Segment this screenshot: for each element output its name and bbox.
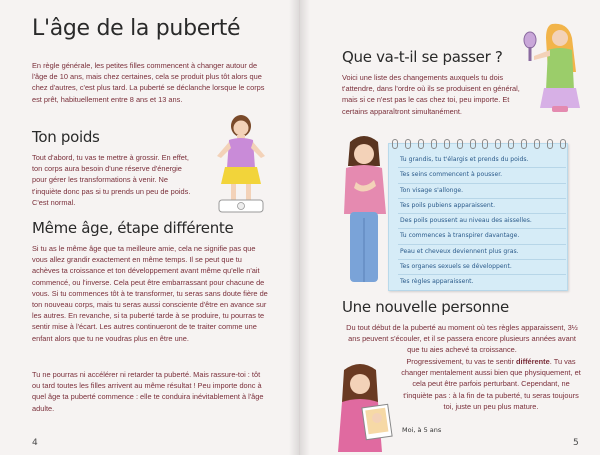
section-title-same-age: Même âge, étape différente: [32, 219, 234, 237]
gutter-shadow: [300, 0, 310, 455]
emphasis-text: différente: [516, 357, 550, 366]
spiral-ring: [405, 139, 411, 149]
section-title-weight: Ton poids: [32, 128, 100, 146]
list-item: Tu grandis, tu t'élargis et prends du poids.: [398, 153, 566, 168]
spiral-ring: [547, 139, 553, 149]
spiral-ring: [418, 139, 424, 149]
spiral-ring: [431, 139, 437, 149]
girl-with-photo-illustration: [334, 362, 396, 452]
page-number-left: 4: [32, 438, 38, 448]
spiral-ring: [534, 139, 540, 149]
page-number-right: 5: [573, 438, 579, 448]
list-item: Tu commences à transpirer davantage.: [398, 229, 566, 244]
new-person-paragraph-2: [398, 356, 584, 412]
same-age-paragraph: Si tu as le même âge que ta meilleure amie, cela ne signifie pas que vous allez grandir exactement en même temps. Il se peut que tu achèves ta croissance et ton développement avant même qu'elle n'ait commencé, ou l'inverse. Cela peut être embarrassant pour chacune de vous. Si tu commences tôt à te transformer, tu seras sans doute fière de ton nouveau corps, mais tu seras aussi consciente d'être en avance sur les autres. En revanche, si ta puberté tarde à se produire, tu pourras te sentir mise à l'écart. Les autres continueront de te traiter comme une enfant alors que tu ne voudras plus en être une.: [32, 244, 268, 343]
paragraph-text: . Tu vas changer mentalement aussi bien que physiquement, et cela peut être parfois perturbant. Cependant, ne t'inquiète pas : à la fin de ta puberté, tu seras toujours toi, juste un peu plus mature.: [401, 357, 581, 411]
spiral-ring: [482, 139, 488, 149]
section-title-new-person: Une nouvelle personne: [342, 298, 509, 316]
list-item: Tes poils pubiens apparaissent.: [398, 199, 566, 214]
intro-paragraph: En règle générale, les petites filles commencent à changer autour de l'âge de 10 ans, mais chez certaines, cela se produit plus tôt alors que chez d'autres, c'est plus tard. La puberté se déclanche lorsque le corps est prêt, habituellement entre 8 ans et 13 ans.: [32, 61, 265, 104]
what-happens-paragraph: Voici une liste des changements auxquels tu dois t'attendre, dans l'ordre où ils se produisent en général, mais si ce n'est pas le cas chez toi, peu importe. Et certains apparaîtront simultanément.: [342, 73, 520, 116]
spiral-ring: [470, 139, 476, 149]
same-age-paragraph-2: Tu ne pourras ni accélérer ni retarder ta puberté. Mais rassure-toi : tôt ou tard toutes les filles arrivent au même résultat ! Peu importe donc à quel âge ta puberté commence : elle te conduira inévitablement à l'âge adulte.: [32, 370, 264, 413]
list-item: Tes organes sexuels se développent.: [398, 260, 566, 275]
list-item: Ton visage s'allonge.: [398, 184, 566, 199]
list-item: Tes seins commencent à pousser.: [398, 168, 566, 183]
photo-caption: Moi, à 5 ans: [402, 426, 442, 434]
new-person-paragraph: Du tout début de la puberté au moment où tes règles apparaissent, 3½ ans peuvent s'écouler, et il se passera encore plusieurs années avant que tu aies achevé ta croissance.: [346, 323, 578, 355]
weight-paragraph: Tout d'abord, tu vas te mettre à grossir. En effet, ton corps aura besoin d'une réserve d'énergie pour gérer les transformations à venir. Ne t'inquiète donc pas si tu prends un peu de poids. C'est normal.: [32, 153, 191, 207]
paragraph-text: Progressivement, tu vas te sentir: [406, 357, 517, 366]
spiral-ring: [495, 139, 501, 149]
gutter-shadow: [289, 0, 299, 455]
list-item: Des poils poussent au niveau des aisselles.: [398, 214, 566, 229]
spiral-ring: [521, 139, 527, 149]
girl-with-mirror-illustration: [522, 20, 586, 116]
spiral-ring: [444, 139, 450, 149]
list-item: Tes règles apparaissent.: [398, 275, 566, 290]
right-page: [300, 0, 600, 455]
spiral-ring: [508, 139, 514, 149]
girl-on-scale-illustration: [205, 112, 277, 218]
girl-illustration: [336, 132, 392, 292]
spiral-ring: [457, 139, 463, 149]
list-item: Peau et cheveux deviennent plus gras.: [398, 245, 566, 260]
notepad-spiral: [392, 139, 566, 149]
spiral-ring: [392, 139, 398, 149]
changes-list: [398, 153, 566, 291]
section-title-what-happens: Que va-t-il se passer ?: [342, 48, 503, 66]
page-title: L'âge de la puberté: [32, 16, 241, 41]
spiral-ring: [560, 139, 566, 149]
